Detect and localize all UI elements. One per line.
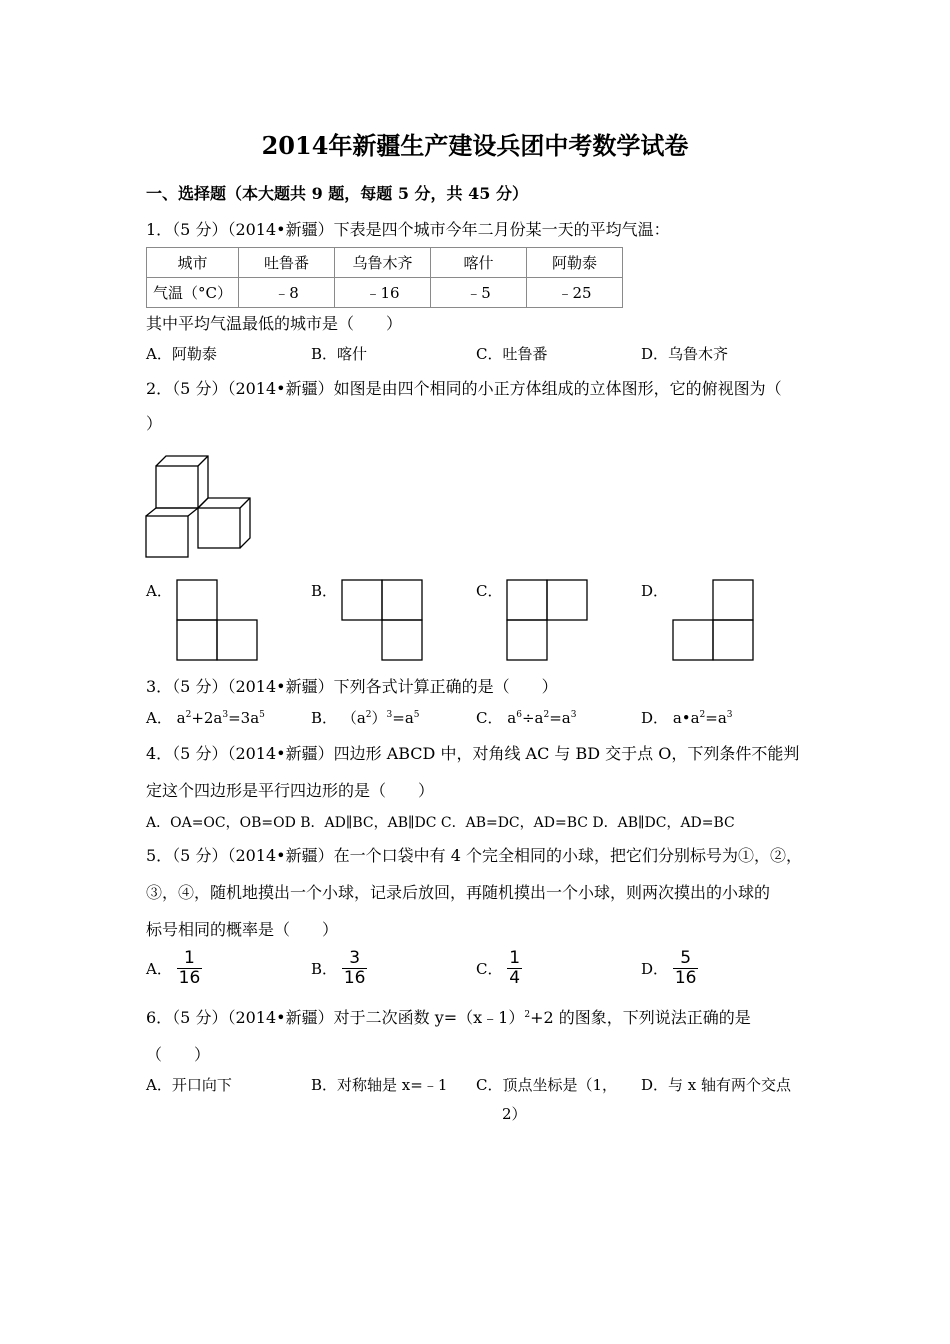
q1-option-b: B．喀什: [311, 345, 368, 363]
q1-option-a: A．阿勒泰: [146, 345, 217, 363]
table-cell: ﹣25: [527, 278, 623, 308]
table-cell: ﹣8: [239, 278, 335, 308]
q6-option-a: A．开口向下: [146, 1076, 232, 1094]
q6-option-c-continued: 2）: [502, 1105, 527, 1123]
q4-options: A．OA=OC，OB=OD B．AD∥BC，AB∥DC C．AB=DC，AD=BC D．AB∥DC，AD=BC: [146, 815, 735, 831]
q2-option-d-figure: [672, 579, 756, 663]
q3-option-c: C． $a^6\div a^2=a^3$: [476, 709, 577, 727]
q2-option-d-label: D．: [641, 582, 669, 600]
q2-option-b-label: B．: [311, 582, 338, 600]
q1-stem: 1．（5 分）（2014•新疆）下表是四个城市今年二月份某一天的平均气温：: [146, 220, 670, 239]
q1-follow: 其中平均气温最低的城市是（ ）: [146, 314, 403, 333]
table-cell: ﹣16: [335, 278, 431, 308]
q3-option-d: D． $a•a^2=a^3$: [641, 709, 733, 727]
q3-stem: 3．（5 分）（2014•新疆）下列各式计算正确的是（ ）: [146, 677, 558, 696]
table-header-row: [147, 248, 623, 278]
q2-option-c-label: C．: [476, 582, 503, 600]
q6-option-b: B．对称轴是 x=﹣1: [311, 1076, 448, 1094]
q6-option-c: C．顶点坐标是（1，: [476, 1076, 618, 1094]
q2-option-b-figure: [341, 579, 425, 663]
fraction: $\frac{5}{16}$: [674, 948, 697, 988]
fraction: $\frac{1}{4}$: [509, 948, 521, 988]
q6-stem-line1: 6．（5 分）（2014•新疆）对于二次函数 y=（x﹣1）$^2$+2 的图象，下列说法正确的是: [146, 1008, 751, 1027]
q6-stem-line2: （ ）: [146, 1045, 211, 1064]
section-heading: 一、选择题（本大题共 9 题，每题 5 分，共 45 分）: [146, 184, 528, 203]
q5-stem-line1: 5．（5 分）（2014•新疆）在一个口袋中有 4 个完全相同的小球，把它们分别标号为①，②，: [146, 846, 802, 865]
cube-figure: [140, 452, 256, 562]
q4-stem-line1: 4．（5 分）（2014•新疆）四边形 ABCD 中，对角线 AC 与 BD 交于点 O，下列条件不能判: [146, 744, 800, 763]
page-title: 2014年新疆生产建设兵团中考数学试卷: [261, 131, 689, 160]
q2-option-c-figure: [506, 579, 590, 663]
q2-stem-line2: ）: [146, 414, 163, 433]
q5-option-b: B． $\frac{3}{16}$: [311, 948, 366, 988]
table-cell: 城市: [147, 248, 239, 278]
q2-option-a-figure: [176, 579, 260, 663]
table-cell: 气温（°C）: [147, 278, 239, 308]
q3-option-b: B． $(a^2)^3=a^5$: [311, 709, 420, 727]
table-cell: 阿勒泰: [527, 248, 623, 278]
q2-option-a-label: A．: [146, 582, 172, 600]
table-cell: 乌鲁木齐: [335, 248, 431, 278]
q4-stem-line2: 定这个四边形是平行四边形的是（ ）: [146, 781, 435, 800]
table-cell: ﹣5: [431, 278, 527, 308]
table-row: [147, 278, 623, 308]
q5-option-d: D． $\frac{5}{16}$: [641, 948, 697, 988]
table-cell: 吐鲁番: [239, 248, 335, 278]
q3-option-a: A． $a^2+2a^3=3a^5$: [146, 709, 265, 727]
fraction: $\frac{3}{16}$: [343, 948, 366, 988]
table-cell: 喀什: [431, 248, 527, 278]
q1-option-c: C．吐鲁番: [476, 345, 548, 363]
temperature-table: [146, 247, 623, 308]
q5-option-c: C． $\frac{1}{4}$: [476, 948, 521, 988]
q2-stem-line1: 2．（5 分）（2014•新疆）如图是由四个相同的小正方体组成的立体图形，它的俯视图为（: [146, 379, 782, 398]
fraction: $\frac{1}{16}$: [178, 948, 201, 988]
q5-stem-line3: 标号相同的概率是（ ）: [146, 920, 339, 939]
q1-option-d: D．乌鲁木齐: [641, 345, 729, 363]
q6-option-d: D．与 x 轴有两个交点: [641, 1076, 792, 1094]
q5-option-a: A． $\frac{1}{16}$: [146, 948, 201, 988]
q5-stem-line2: ③，④，随机地摸出一个小球，记录后放回，再随机摸出一个小球，则两次摸出的小球的: [146, 883, 771, 902]
